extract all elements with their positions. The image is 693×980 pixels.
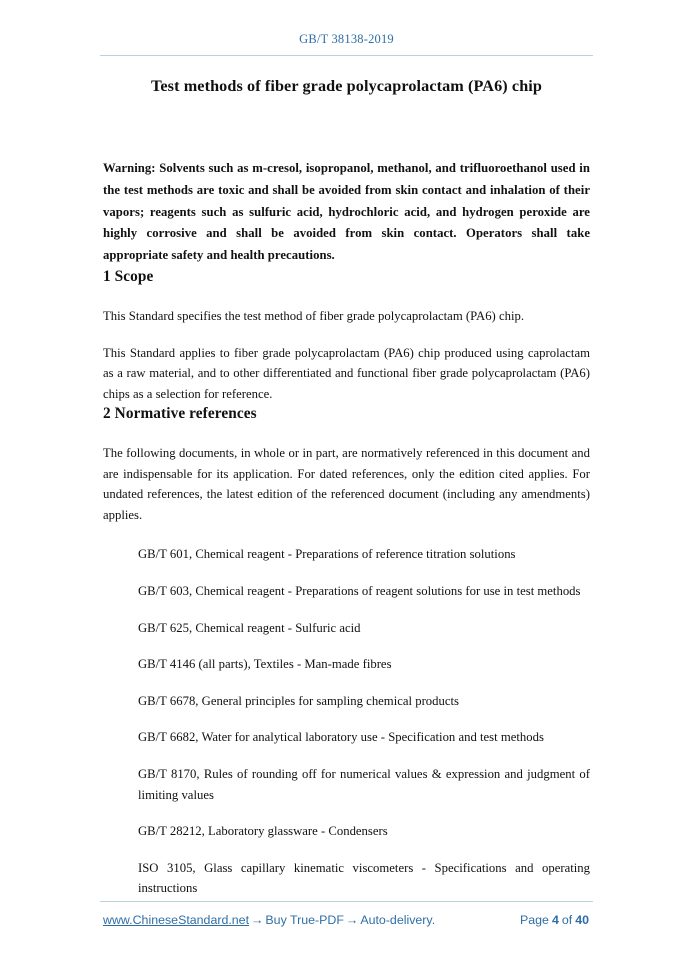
total-page-number: 40 (575, 913, 589, 927)
header-divider (100, 55, 593, 56)
page-indicator (519, 913, 593, 927)
list-item: GB/T 28212, Laboratory glassware - Condensers (138, 824, 388, 839)
list-item: GB/T 601, Chemical reagent - Preparations of reference titration solutions (138, 547, 516, 562)
current-page-number: 4 (551, 913, 559, 927)
footer-divider (100, 901, 593, 902)
list-item: GB/T 6678, General principles for sampling chemical products (138, 693, 459, 708)
right-arrow-icon-2: → (345, 913, 359, 927)
scope-paragraph-1: This Standard specifies the test method of fiber grade polycaprolactam (PA6) chip. (103, 308, 525, 323)
normative-references-intro-paragraph: The following documents, in whole or in part, are normatively referenced in this document and are indispensable for its application. For dated references, only the edition cited applies. For undated references, the latest edition of the referenced document (including any amendments) applies. (103, 446, 590, 522)
chinesestandard-site-link[interactable]: www.ChineseStandard.net (103, 913, 250, 927)
list-item: GB/T 625, Chemical reagent - Sulfuric acid (138, 620, 361, 635)
list-item: GB/T 4146 (all parts), Textiles - Man-made fibres (138, 657, 392, 672)
list-item: GB/T 8170, Rules of rounding off for numerical values & expression and judgment of limiting values (138, 766, 590, 802)
section-heading-normative-references: 2 Normative references (103, 405, 257, 423)
page-header (0, 30, 693, 48)
footer-promo-auto-delivery: Auto-delivery. (360, 913, 436, 927)
right-arrow-icon: → (251, 913, 264, 927)
page-content (103, 76, 590, 899)
footer-promo-text (103, 913, 435, 927)
list-item: GB/T 603, Chemical reagent - Preparations of reagent solutions for use in test methods (138, 584, 581, 599)
normative-reference-list (103, 544, 590, 898)
scope-paragraph-2: This Standard applies to fiber grade polycaprolactam (PA6) chip produced using caprolactam as a raw material, and to other differentiated and functional fiber grade polycaprolactam (PA6) chips as a selection for reference. (103, 345, 590, 401)
page-footer (103, 913, 593, 927)
list-item: ISO 3105, Glass capillary kinematic viscometers - Specifications and operating instructions (138, 860, 590, 896)
safety-warning-paragraph: Warning: Solvents such as m-cresol, isopropanol, methanol, and trifluoroethanol used in the test methods are toxic and shall be avoided from skin contact and inhalation of their vapors; reagents such as sulfuric acid, hydrochloric acid, and hydrogen peroxide are highly corrosive and shall be avoided from skin contact. Operators shall take appropriate safety and health precautions. (103, 160, 590, 263)
section-heading-scope: 1 Scope (103, 268, 154, 286)
list-item: GB/T 6682, Water for analytical laboratory use - Specification and test methods (138, 730, 544, 745)
footer-promo-buy-true-pdf: Buy True-PDF (265, 913, 344, 927)
page-label: Page (520, 913, 549, 927)
page-title: Test methods of fiber grade polycaprolactam (PA6) chip (150, 77, 543, 95)
header-standard-code: GB/T 38138-2019 (299, 32, 394, 46)
of-label: of (561, 913, 573, 927)
